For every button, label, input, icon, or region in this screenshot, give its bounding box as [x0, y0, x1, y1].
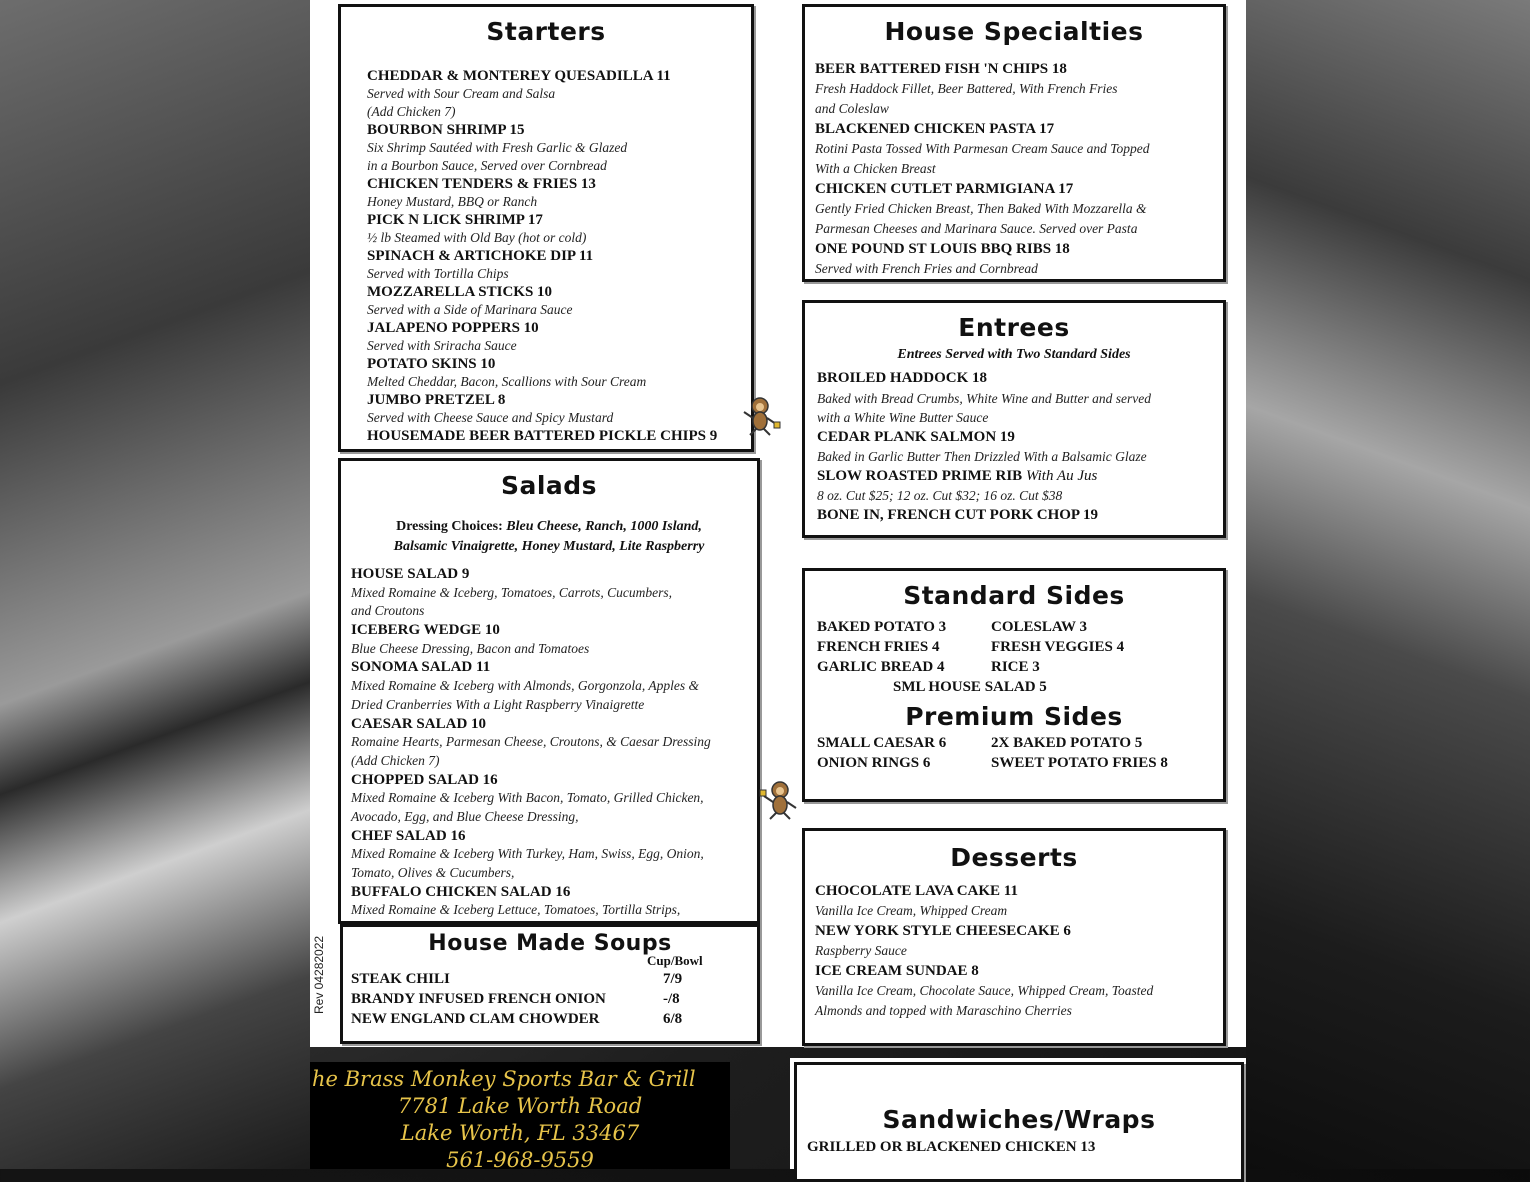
menu-item-description: Parmesan Cheeses and Marinara Sauce. Served over Pasta: [815, 221, 1138, 236]
menu-item-description: Vanilla Ice Cream, Whipped Cream: [815, 903, 1008, 918]
menu-item-name: [817, 369, 1223, 389]
menu-item-description: and Coleslaw: [815, 101, 889, 116]
menu-item: [815, 921, 1223, 961]
menu-item-name-text: BEER BATTERED FISH 'N CHIPS 18: [815, 61, 1067, 77]
side-item: COLESLAW 3: [991, 619, 1088, 635]
monkey-icon: [738, 392, 782, 436]
menu-item-name-text: ICE CREAM SUNDAE 8: [815, 963, 979, 979]
menu-item-name-text: BONE IN, FRENCH CUT PORK CHOP 19: [817, 506, 1098, 523]
soup-name: BRANDY INFUSED FRENCH ONION: [351, 991, 606, 1007]
menu-item-description: Melted Cheddar, Bacon, Scallions with Sour Cream: [367, 374, 647, 389]
menu-item-description: (Add Chicken 7): [351, 752, 440, 768]
menu-item-name-text: MOZZARELLA STICKS 10: [367, 284, 553, 300]
menu-item: [815, 59, 1223, 119]
starters-title: Starters: [486, 17, 606, 46]
menu-item-description: in a Bourbon Sauce, Served over Cornbread: [367, 158, 607, 173]
menu-item-name: [367, 121, 751, 139]
menu-item: [367, 67, 751, 121]
menu-item-description: Gently Fried Chicken Breast, Then Baked With Mozzarella &: [815, 201, 1147, 216]
menu-item-name-text: HOUSE SALAD 9: [351, 566, 470, 582]
menu-item-description: Served with Cheese Sauce and Spicy Mustard: [367, 410, 614, 425]
salads-list: [351, 565, 757, 920]
menu-item-name-text: SONOMA SALAD 11: [351, 659, 491, 676]
soup-price: 7/9: [663, 971, 683, 987]
menu-item-description: Mixed Romaine & Iceberg Lettuce, Tomatoes, Tortilla Strips,: [351, 902, 681, 918]
menu-item-description: Mixed Romaine & Iceberg With Bacon, Tomato, Grilled Chicken,: [351, 790, 704, 806]
dressing-choices: [341, 517, 757, 557]
standard-sides-title: Standard Sides: [903, 581, 1125, 610]
entrees-box: [802, 300, 1226, 538]
menu-item-description: ½ lb Steamed with Old Bay (hot or cold): [367, 230, 587, 245]
side-row: [817, 619, 1223, 639]
menu-item: [817, 467, 1223, 506]
menu-sheet: [310, 0, 1246, 1047]
soups-box: [340, 924, 760, 1044]
standard-sides-list: [817, 619, 1223, 679]
menu-item-description: Mixed Romaine & Iceberg With Turkey, Ham, Swiss, Egg, Onion,: [351, 846, 704, 862]
menu-item-name: [817, 467, 1223, 487]
menu-item: [815, 881, 1223, 921]
menu-item-name-text: SLOW ROASTED PRIME RIB: [817, 467, 1023, 484]
menu-item-description: Served with a Side of Marinara Sauce: [367, 302, 573, 317]
menu-item: [351, 715, 757, 771]
sandwiches-title: Sandwiches/Wraps: [882, 1105, 1156, 1134]
side-item: FRESH VEGGIES 4: [991, 639, 1125, 655]
soup-row: [351, 991, 757, 1011]
menu-item-name: [351, 715, 757, 734]
menu-item-name: [817, 506, 1223, 526]
menu-item-name-text: CAESAR SALAD 10: [351, 715, 487, 732]
menu-item: [817, 506, 1223, 526]
menu-item-name: [367, 355, 751, 373]
side-row: [817, 639, 1223, 659]
restaurant-name: he Brass Monkey Sports Bar & Grill: [312, 1067, 696, 1091]
side-row: [817, 755, 1223, 775]
menu-item-name-text: CHICKEN TENDERS & FRIES 13: [367, 176, 596, 192]
menu-item: [367, 319, 751, 355]
soups-col-header: Cup/Bowl: [647, 953, 703, 968]
menu-item-description: Almonds and topped with Maraschino Cherries: [815, 1003, 1072, 1018]
salads-box: [338, 458, 760, 924]
menu-item-name-text: BOURBON SHRIMP 15: [367, 122, 525, 138]
menu-item-name: [815, 119, 1223, 139]
soup-price: -/8: [663, 991, 680, 1007]
menu-item-name: [367, 247, 751, 265]
menu-item-name: [351, 621, 757, 640]
menu-item-description: 8 oz. Cut $25; 12 oz. Cut $32; 16 oz. Cut $38: [817, 488, 1063, 503]
menu-item-description: Romaine Hearts, Parmesan Cheese, Croutons, & Caesar Dressing: [351, 734, 711, 750]
menu-item: [367, 211, 751, 247]
menu-item-name: [815, 961, 1223, 981]
menu-item-description: Served with Sriracha Sauce: [367, 338, 517, 353]
menu-item-name-text: SPINACH & ARTICHOKE DIP 11: [367, 248, 594, 264]
menu-item-name-text: CHEF SALAD 16: [351, 827, 466, 844]
menu-item-description: Rotini Pasta Tossed With Parmesan Cream Sauce and Topped: [815, 141, 1150, 156]
menu-item: [815, 239, 1223, 279]
menu-item-description: With a Chicken Breast: [815, 161, 936, 176]
sandwich-item: GRILLED OR BLACKENED CHICKEN 13: [807, 1139, 1096, 1155]
menu-item-description: Avocado, Egg, and Blue Cheese Dressing,: [351, 808, 579, 824]
menu-item: [367, 355, 751, 391]
salads-title: Salads: [500, 471, 598, 500]
menu-item-name: [367, 391, 751, 409]
menu-item: [351, 883, 757, 920]
menu-item-description: (Add Chicken 7): [367, 104, 456, 119]
side-item: BAKED POTATO 3: [817, 619, 947, 635]
menu-item-name: [351, 565, 757, 584]
soup-row: [351, 971, 757, 991]
menu-item-description: Served with Sour Cream and Salsa: [367, 86, 556, 101]
dressing-list-1: Bleu Cheese, Ranch, 1000 Island,: [506, 519, 702, 534]
sml-house-salad: SML HOUSE SALAD 5: [893, 679, 1047, 695]
menu-item: [351, 658, 757, 714]
menu-item: [815, 179, 1223, 239]
menu-item-name: [367, 283, 751, 301]
menu-item-name-text: ICEBERG WEDGE 10: [351, 622, 500, 639]
menu-item-name-text: BUFFALO CHICKEN SALAD 16: [351, 883, 571, 900]
side-row: [817, 659, 1223, 679]
soup-price: 6/8: [663, 1011, 683, 1027]
menu-item: [367, 427, 751, 445]
menu-item-name: [367, 319, 751, 337]
side-row: [817, 735, 1223, 755]
menu-item-name: [367, 175, 751, 193]
side-item: GARLIC BREAD 4: [817, 659, 945, 675]
premium-sides-list: [817, 735, 1223, 775]
background-left: [0, 0, 310, 1169]
menu-item: [351, 565, 757, 621]
menu-item: [817, 428, 1223, 467]
menu-item-name-text: JALAPENO POPPERS 10: [367, 320, 539, 336]
menu-item-description: Mixed Romaine & Iceberg with Almonds, Gorgonzola, Apples &: [351, 678, 699, 694]
city-state-zip: Lake Worth, FL 33467: [400, 1121, 640, 1145]
soups-list: [351, 971, 757, 1031]
menu-item-description: Mixed Romaine & Iceberg, Tomatoes, Carrots, Cucumbers,: [351, 584, 672, 600]
menu-item: [367, 391, 751, 427]
dressing-label: Dressing Choices:: [396, 519, 503, 534]
menu-item-name-text: JUMBO PRETZEL 8: [367, 392, 506, 408]
menu-item-name: [351, 658, 757, 677]
menu-item: [367, 175, 751, 211]
menu-item-name-text: ONE POUND ST LOUIS BBQ RIBS 18: [815, 241, 1070, 257]
starters-list: [367, 67, 751, 445]
soup-name: NEW ENGLAND CLAM CHOWDER: [351, 1011, 600, 1027]
soup-name: STEAK CHILI: [351, 971, 450, 987]
starters-box: [338, 4, 754, 452]
menu-item-name: [815, 921, 1223, 941]
menu-item: [351, 771, 757, 827]
menu-item-description: Tomato, Olives & Cucumbers,: [351, 865, 515, 880]
menu-item-name-text: NEW YORK STYLE CHEESECAKE 6: [815, 923, 1071, 939]
revision-label: Rev 04282022: [312, 935, 326, 1014]
menu-item-name-text: HOUSEMADE BEER BATTERED PICKLE CHIPS 9: [367, 428, 718, 444]
menu-item-name-text: PICK N LICK SHRIMP 17: [367, 212, 543, 228]
menu-item-description: Dried Cranberries With a Light Raspberry Vinaigrette: [351, 696, 645, 712]
side-item: SMALL CAESAR 6: [817, 735, 947, 751]
desserts-box: [802, 828, 1226, 1046]
menu-item-name-text: CHOPPED SALAD 16: [351, 771, 498, 788]
menu-item-description: Baked with Bread Crumbs, White Wine and Butter and served: [817, 390, 1151, 406]
menu-item-name: [815, 59, 1223, 79]
menu-item-name: [351, 827, 757, 846]
menu-item-description: Fresh Haddock Fillet, Beer Battered, With French Fries: [815, 81, 1118, 96]
menu-item-name: [815, 881, 1223, 901]
desserts-title: Desserts: [950, 843, 1078, 872]
menu-item-description: with a White Wine Butter Sauce: [817, 410, 989, 425]
monkey-icon: [758, 776, 802, 820]
soups-title: House Made Soups: [428, 931, 672, 956]
menu-item-name: [815, 239, 1223, 259]
menu-item-name: [815, 179, 1223, 199]
side-item: SWEET POTATO FRIES 8: [991, 755, 1168, 771]
house-specialties-box: [802, 4, 1226, 282]
menu-item-description: and Croutons: [351, 603, 425, 619]
menu-item-name-text: CHOCOLATE LAVA CAKE 11: [815, 883, 1018, 899]
menu-item: [351, 621, 757, 658]
menu-item-name-text: CHICKEN CUTLET PARMIGIANA 17: [815, 181, 1074, 197]
menu-item-name-text: POTATO SKINS 10: [367, 356, 496, 372]
menu-item: [351, 827, 757, 883]
menu-item: [367, 247, 751, 283]
menu-item: [367, 121, 751, 175]
premium-sides-title: Premium Sides: [905, 702, 1123, 731]
house-specialties-title: House Specialties: [884, 17, 1144, 46]
menu-item: [815, 961, 1223, 1021]
background-right: [1246, 0, 1530, 1169]
menu-item-name-text: BLACKENED CHICKEN PASTA 17: [815, 121, 1055, 137]
side-item: 2X BAKED POTATO 5: [991, 735, 1143, 751]
menu-item-name: [367, 67, 751, 85]
sandwiches-box: [794, 1062, 1244, 1182]
side-item: RICE 3: [991, 659, 1040, 675]
menu-item-description: Honey Mustard, BBQ or Ranch: [367, 194, 538, 209]
menu-item-name: [351, 883, 757, 902]
menu-item: [815, 119, 1223, 179]
menu-item-name: [817, 428, 1223, 448]
menu-item-name: [351, 771, 757, 790]
menu-item-name-suffix: With Au Jus: [1025, 467, 1098, 484]
entrees-title: Entrees: [958, 313, 1070, 342]
menu-item-description: Served with French Fries and Cornbread: [815, 261, 1038, 276]
restaurant-address: [310, 1062, 730, 1172]
menu-item-description: Six Shrimp Sautéed with Fresh Garlic & Glazed: [367, 140, 628, 155]
street-address: 7781 Lake Worth Road: [397, 1094, 643, 1118]
dressing-list-2: Balsamic Vinaigrette, Honey Mustard, Lite Raspberry: [393, 539, 705, 554]
side-item: ONION RINGS 6: [817, 755, 931, 771]
menu-item-description: Baked in Garlic Butter Then Drizzled With a Balsamic Glaze: [817, 449, 1147, 464]
desserts-list: [815, 881, 1223, 1021]
menu-item-name-text: CHEDDAR & MONTEREY QUESADILLA 11: [367, 68, 671, 84]
menu-item-name: [367, 427, 751, 445]
menu-item-name: [367, 211, 751, 229]
sides-box: [802, 568, 1226, 802]
side-item: FRENCH FRIES 4: [817, 639, 940, 655]
menu-item-description: Blue Cheese Dressing, Bacon and Tomatoes: [351, 640, 590, 656]
menu-item: [817, 369, 1223, 428]
menu-item: [367, 283, 751, 319]
menu-item-name-text: CEDAR PLANK SALMON 19: [817, 428, 1015, 445]
entrees-list: [817, 369, 1223, 525]
phone-number: 561-968-9559: [446, 1148, 594, 1172]
menu-item-name-text: BROILED HADDOCK 18: [817, 370, 988, 386]
sandwiches-panel: [790, 1058, 1246, 1169]
soup-row: [351, 1011, 757, 1031]
menu-item-description: Served with Tortilla Chips: [367, 266, 509, 281]
house-specialties-list: [815, 59, 1223, 279]
entrees-subtitle: Entrees Served with Two Standard Sides: [897, 347, 1131, 362]
menu-item-description: Raspberry Sauce: [815, 943, 907, 958]
menu-item-description: Vanilla Ice Cream, Chocolate Sauce, Whipped Cream, Toasted: [815, 983, 1154, 998]
